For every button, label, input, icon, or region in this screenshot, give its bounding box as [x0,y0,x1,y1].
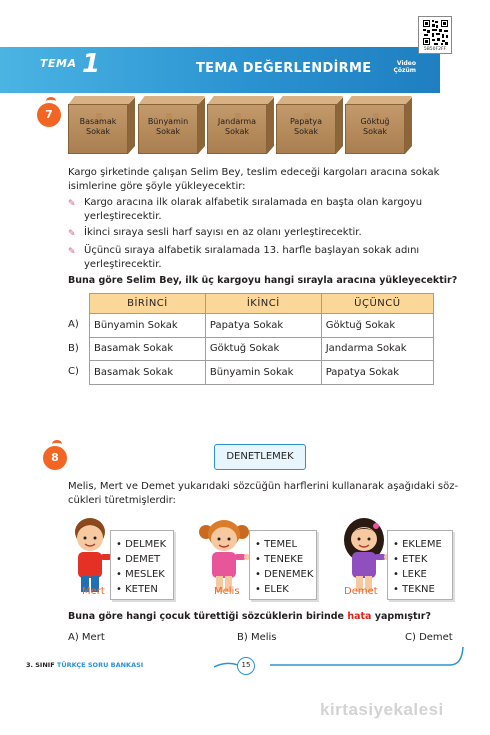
question-number-badge: 7 [37,103,61,127]
word-board [387,530,453,600]
box-label: Göktuğ Sokak [360,117,390,136]
kid-name-mert: Mert [82,586,105,597]
word-board [110,530,174,600]
answer-option-a[interactable]: A) Mert [68,632,105,643]
list-item: • DENEMEK [255,569,314,580]
q8-intro: Melis, Mert ve Demet yukarıdaki sözcüğün harflerini kullanarak aşağıdaki söz- cükleri türetmişlerdir: [68,481,459,506]
cargo-box [68,96,135,154]
rule-item: Kargo aracına ilk olarak alfabetik sıralamada en başta olan kargoyu yerleştirecektir. [84,197,423,222]
watermark: kirtasiyekalesi [320,700,444,719]
word-board [249,530,317,600]
column-header: İKİNCİ [205,294,321,314]
table-cell: Göktuğ Sokak [321,314,433,338]
cargo-box [138,96,205,154]
list-item: • ELEK [255,584,289,595]
book-title: 3. SINIF TÜRKÇE SORU BANKASI [26,661,144,669]
rule-item: İkinci sıraya sesli harf sayısı en az olanı yerleştirecektir. [84,227,362,238]
kid-name-melis: Melis [214,586,240,597]
list-item: • DEMET [116,554,161,565]
cargo-box [345,96,412,154]
list-item: • TEMEL [255,539,298,550]
list-item: • ETEK [393,554,428,565]
pencil-icon: ✎ [68,229,76,239]
table-row[interactable] [90,314,434,338]
badge-swoosh [46,97,56,105]
box-label: Papatya Sokak [289,117,323,136]
list-item: • LEKE [393,569,427,580]
video-solution-label: Video Çözüm [393,60,416,74]
tema-number: 1 [82,49,101,79]
list-item: • EKLEME [393,539,442,550]
cargo-box [276,96,343,154]
answer-option-b[interactable]: B) Melis [237,632,277,643]
cargo-box [207,96,274,154]
table-cell: Jandarma Sokak [321,337,433,361]
qr-code-box[interactable] [418,16,452,54]
question-number-badge: 8 [43,446,67,470]
pencil-icon: ✎ [68,247,76,257]
box-label: Jandarma Sokak [217,117,257,136]
box-label: Bünyamin Sokak [147,117,189,136]
qr-code-caption: 5B50F2FF [423,47,447,52]
q7-intro: Kargo şirketinde çalışan Selim Bey, teslim edeceği kargoları aracına sokak isimlerine göre şöyle yükleyecektir: [68,167,440,192]
list-item: • MESLEK [116,569,165,580]
page-title: TEMA DEĞERLENDİRME [196,61,372,76]
kid-name-demet: Demet [344,586,378,597]
option-letter[interactable]: A) [68,319,79,330]
table-header-row [90,294,434,314]
table-cell: Basamak Sokak [90,337,206,361]
highlight-word: hata [347,611,372,622]
list-item: • KETEN [116,584,158,595]
pencil-icon: ✎ [68,199,76,209]
q8-question: Buna göre hangi çocuk türettiği sözcüklerin birinde hata yapmıştır? [68,611,431,622]
q7-question: Buna göre Selim Bey, ilk üç kargoyu hangi sırayla aracına yükleyecektir? [68,275,458,286]
qr-code-icon [422,19,449,46]
answer-table [89,293,434,385]
answer-option-c[interactable]: C) Demet [405,632,453,643]
table-row[interactable] [90,361,434,385]
header-bar [0,47,490,93]
footer-swoosh-line [270,645,466,667]
option-letter[interactable]: B) [68,343,79,354]
page-number: 15 [237,657,255,675]
list-item: • TENEKE [255,554,304,565]
tema-label: TEMA [40,57,77,70]
column-header: ÜÇÜNCÜ [321,294,433,314]
source-word-box: DENETLEMEK [214,444,306,470]
table-cell: Bünyamin Sokak [90,314,206,338]
table-cell: Göktuğ Sokak [205,337,321,361]
table-cell: Papatya Sokak [205,314,321,338]
swoosh-decoration [214,662,238,668]
table-cell: Basamak Sokak [90,361,206,385]
column-header: BİRİNCİ [90,294,206,314]
badge-swoosh [52,440,62,448]
table-cell: Bünyamin Sokak [205,361,321,385]
rule-item: Üçüncü sıraya alfabetik sıralamada 13. harfle başlayan sokak adını yerleştirecektir. [84,245,420,270]
list-item: • TEKNE [393,584,435,595]
option-letter[interactable]: C) [68,366,79,377]
table-cell: Papatya Sokak [321,361,433,385]
table-row[interactable] [90,337,434,361]
box-label: Basamak Sokak [79,117,117,136]
list-item: • DELMEK [116,539,167,550]
